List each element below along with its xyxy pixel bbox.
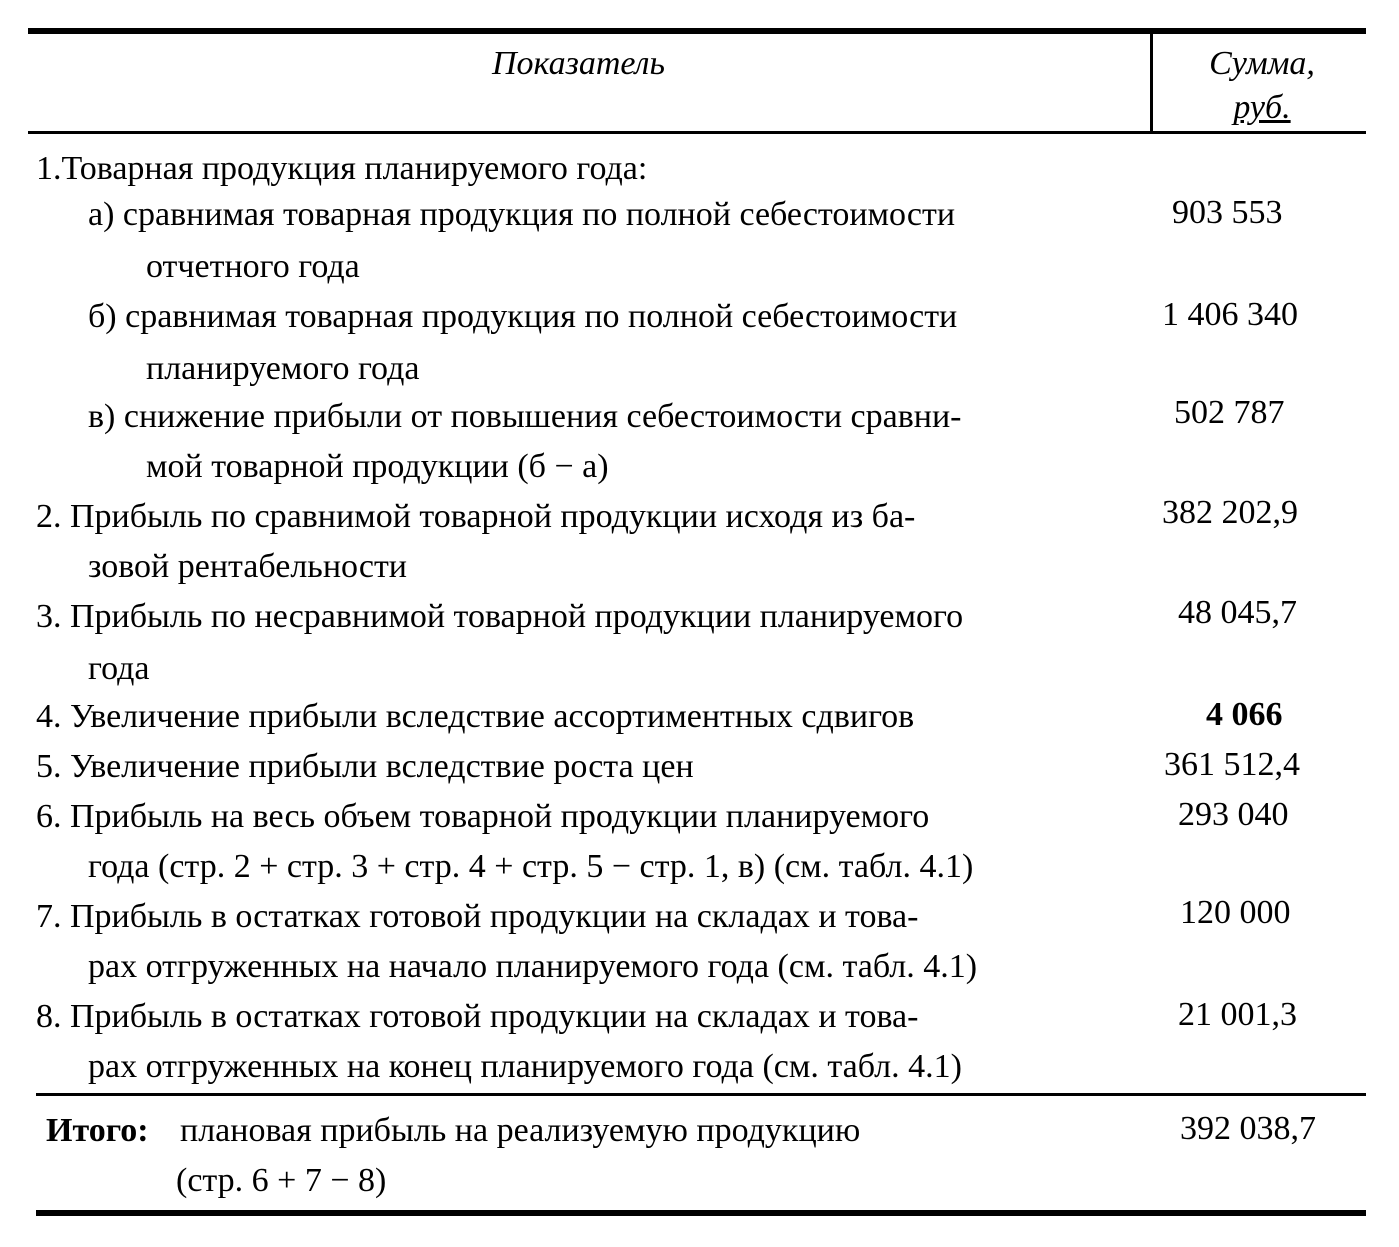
row-1b-label-line2: планируемого года (146, 350, 420, 387)
row-7-value: 120 000 (1180, 894, 1291, 931)
row-1b-label-line1: б) сравнимая товарная продукция по полной себестоимости (88, 298, 958, 335)
row-6-value: 293 040 (1178, 796, 1289, 833)
header-bottom-rule (28, 131, 1366, 134)
row-4-label: 4. Увеличение прибыли вследствие ассортиментных сдвигов (36, 698, 915, 735)
row-1b-value: 1 406 340 (1162, 296, 1298, 333)
header-sum (1192, 42, 1332, 130)
row-1a-value: 903 553 (1172, 194, 1283, 231)
row-8-value: 21 001,3 (1178, 996, 1297, 1033)
row-1c-label-line2: мой товарной продукции (б − а) (146, 448, 609, 485)
total-label: Итого: (46, 1112, 149, 1149)
row-1a-label-line2: отчетного года (146, 248, 360, 285)
row-1a-label-line1: а) сравнимая товарная продукция по полной себестоимости (88, 196, 956, 233)
header-indicator: Показатель (492, 45, 665, 82)
row-3-label-line1: 3. Прибыль по несравнимой товарной продукции планируемого (36, 598, 964, 635)
row-6-label-line2: года (стр. 2 + стр. 3 + стр. 4 + стр. 5 − стр. 1, в) (см. табл. 4.1) (88, 848, 974, 885)
header-sum-line2: руб. (1233, 89, 1291, 126)
row-2-label-line2: зовой рентабельности (88, 548, 407, 585)
row-7-label-line1: 7. Прибыль в остатках готовой продукции на складах и това- (36, 898, 919, 935)
total-top-rule (36, 1093, 1366, 1096)
header-sum-line1: Сумма, (1209, 45, 1315, 82)
total-description-line1: плановая прибыль на реализуемую продукцию (180, 1112, 861, 1149)
table-bottom-rule (36, 1210, 1366, 1216)
row-8-label-line1: 8. Прибыль в остатках готовой продукции на складах и това- (36, 998, 919, 1035)
row-1c-label-line1: в) снижение прибыли от повышения себестоимости сравни- (88, 398, 962, 435)
row-3-value: 48 045,7 (1178, 594, 1297, 631)
row-3-label-line2: года (88, 650, 150, 687)
row-4-value: 4 066 (1206, 696, 1283, 733)
total-value: 392 038,7 (1180, 1110, 1316, 1147)
row-7-label-line2: рах отгруженных на начало планируемого года (см. табл. 4.1) (88, 948, 978, 985)
row-6-label-line1: 6. Прибыль на весь объем товарной продукции планируемого (36, 798, 930, 835)
row-1-label: 1.Товарная продукция планируемого года: (36, 150, 648, 187)
row-1c-value: 502 787 (1174, 394, 1285, 431)
row-8-label-line2: рах отгруженных на конец планируемого года (см. табл. 4.1) (88, 1048, 962, 1085)
table-top-rule (28, 28, 1366, 34)
row-2-value: 382 202,9 (1162, 494, 1298, 531)
row-5-value: 361 512,4 (1164, 746, 1300, 783)
header-column-divider (1150, 31, 1153, 134)
row-5-label: 5. Увеличение прибыли вследствие роста цен (36, 748, 694, 785)
row-2-label-line1: 2. Прибыль по сравнимой товарной продукции исходя из ба- (36, 498, 916, 535)
total-description-line2: (стр. 6 + 7 − 8) (176, 1162, 387, 1199)
